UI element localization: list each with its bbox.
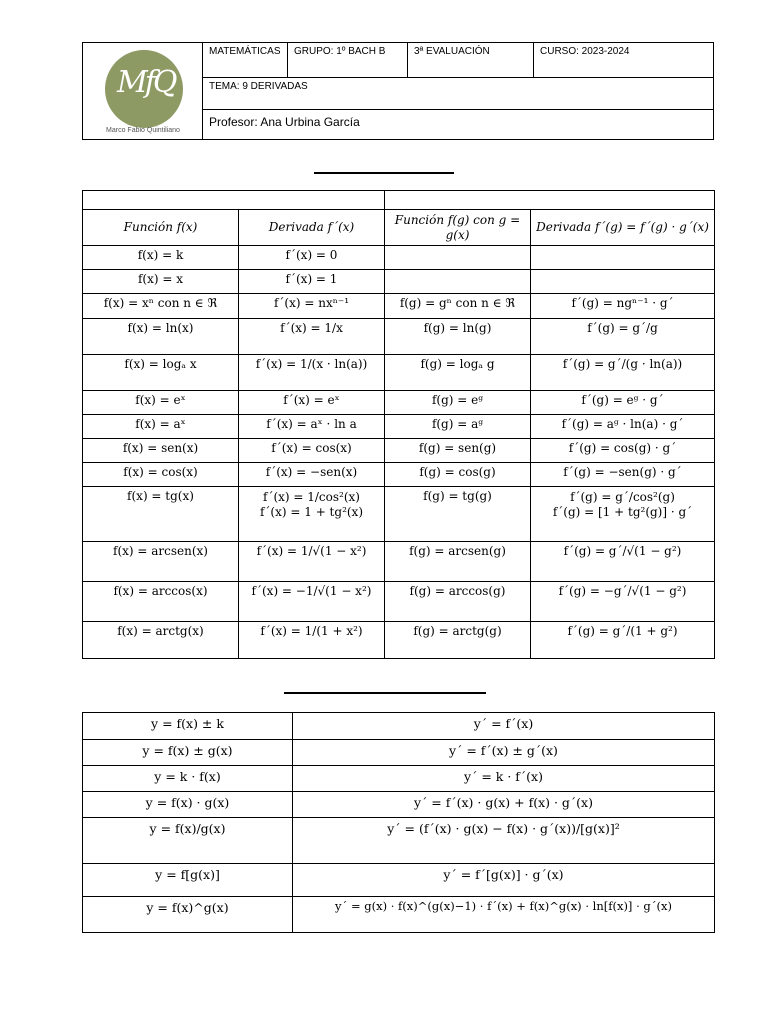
composite-derivative-cell: f´(g) = g´/√(1 − g²) — [531, 542, 715, 582]
header-composite-derivative: Derivada f´(g) = f´(g) · g´(x) — [531, 210, 715, 246]
derivative-cell: f´(x) = 1 — [239, 270, 385, 294]
section-rule — [284, 692, 486, 694]
function-cell: y = k · f(x) — [83, 766, 293, 792]
derivative-cell: f´(x) = 1/√(1 − x²) — [239, 542, 385, 582]
function-cell: f(x) = sen(x) — [83, 439, 239, 463]
derivative-cell: f´(x) = 0 — [239, 246, 385, 270]
composite-function-cell: f(g) = arcsen(g) — [385, 542, 531, 582]
table-row — [83, 294, 715, 319]
table-row — [83, 319, 715, 355]
function-cell: f(x) = arccos(x) — [83, 582, 239, 622]
composite-derivative-cell: f´(g) = g´/(g · ln(a)) — [531, 355, 715, 391]
document-header — [82, 42, 714, 140]
table-title-row — [83, 191, 715, 210]
derivative-cell: f´(x) = 1/x — [239, 319, 385, 355]
function-cell: y = f(x) ± k — [83, 713, 293, 740]
composite-derivative-cell: f´(g) = cos(g) · g´ — [531, 439, 715, 463]
composite-derivative-cell — [531, 487, 715, 542]
composite-function-cell: f(g) = arccos(g) — [385, 582, 531, 622]
derivative-cell: y´ = f´(x) ± g´(x) — [293, 740, 715, 766]
derivative-cell: f´(x) = −1/√(1 − x²) — [239, 582, 385, 622]
derivative-cell: f´(x) = aˣ · ln a — [239, 415, 385, 439]
table-row — [83, 415, 715, 439]
table-row — [83, 439, 715, 463]
derivative-cell: f´(x) = cos(x) — [239, 439, 385, 463]
derivative-cell: y´ = k · f´(x) — [293, 766, 715, 792]
logo-monogram: MfQ — [117, 65, 175, 100]
table-row — [83, 740, 715, 766]
function-cell: y = f(x)^g(x) — [83, 897, 293, 933]
composite-function-cell: f(g) = eᵍ — [385, 391, 531, 415]
table-row — [83, 864, 715, 897]
derivative-line: f´(x) = 1/cos²(x) — [263, 490, 360, 504]
function-cell: y = f(x)/g(x) — [83, 818, 293, 864]
function-cell: f(x) = ln(x) — [83, 319, 239, 355]
table-row — [83, 713, 715, 740]
table-row — [83, 270, 715, 294]
table-row — [83, 582, 715, 622]
composite-function-cell: f(g) = logₐ g — [385, 355, 531, 391]
composite-function-cell: f(g) = gⁿ con n ∈ ℜ — [385, 294, 531, 319]
header-composite-function: Función f(g) con g = g(x) — [385, 210, 531, 246]
operations-table — [82, 712, 715, 933]
derivative-cell: y´ = f´(x) · g(x) + f(x) · g´(x) — [293, 792, 715, 818]
function-cell: f(x) = eˣ — [83, 391, 239, 415]
composite-derivative-cell: f´(g) = −g´/√(1 − g²) — [531, 582, 715, 622]
derivative-cell — [239, 487, 385, 542]
function-cell: f(x) = aˣ — [83, 415, 239, 439]
table-row — [83, 355, 715, 391]
function-cell: f(x) = k — [83, 246, 239, 270]
table-row — [83, 487, 715, 542]
table-row — [83, 622, 715, 659]
table-row — [83, 463, 715, 487]
derivative-cell: f´(x) = 1/(1 + x²) — [239, 622, 385, 659]
table-row — [83, 766, 715, 792]
table-header-row — [83, 210, 715, 246]
composite-derivative-cell — [531, 246, 715, 270]
topic-cell: TEMA: 9 DERIVADAS — [203, 78, 713, 110]
function-cell: f(x) = arcsen(x) — [83, 542, 239, 582]
section-rule — [314, 172, 454, 174]
header-derivative: Derivada f´(x) — [239, 210, 385, 246]
composite-function-cell: f(g) = arctg(g) — [385, 622, 531, 659]
composite-derivative-line: f´(g) = [1 + tg²(g)] · g´ — [552, 505, 693, 520]
evaluation-cell: 3ª EVALUACIÓN — [408, 43, 534, 77]
teacher-cell: Profesor: Ana Urbina García — [209, 115, 360, 129]
group-cell: GRUPO: 1º BACH B — [288, 43, 408, 77]
composite-derivative-cell: f´(g) = g´/g — [531, 319, 715, 355]
composite-derivative-line: f´(g) = g´/cos²(g) — [570, 490, 675, 504]
function-cell: y = f(x) · g(x) — [83, 792, 293, 818]
composite-derivative-cell: f´(g) = aᵍ · ln(a) · g´ — [531, 415, 715, 439]
derivative-cell: y´ = g(x) · f(x)^(g(x)−1) · f´(x) + f(x)^g(x) · ln[f(x)] · g´(x) — [293, 897, 715, 933]
composite-function-cell: f(g) = sen(g) — [385, 439, 531, 463]
table-row — [83, 897, 715, 933]
logo-caption: Marco Fabio Quintiliano — [106, 127, 180, 134]
table-row — [83, 391, 715, 415]
derivative-cell: y´ = f´[g(x)] · g´(x) — [293, 864, 715, 897]
subject-cell: MATEMÁTICAS — [203, 43, 288, 77]
table-row — [83, 246, 715, 270]
table-row — [83, 792, 715, 818]
derivatives-table — [82, 190, 715, 659]
school-logo — [83, 43, 203, 139]
course-cell: CURSO: 2023-2024 — [540, 46, 630, 57]
derivative-cell: y´ = (f´(x) · g(x) − f(x) · g´(x))/[g(x)]² — [293, 818, 715, 864]
table-row — [83, 542, 715, 582]
function-cell: f(x) = tg(x) — [83, 487, 239, 542]
derivative-line: f´(x) = 1 + tg²(x) — [259, 505, 364, 520]
composite-function-cell: f(g) = cos(g) — [385, 463, 531, 487]
function-cell: y = f[g(x)] — [83, 864, 293, 897]
table-row — [83, 818, 715, 864]
header-function: Función f(x) — [83, 210, 239, 246]
derivative-cell: f´(x) = eˣ — [239, 391, 385, 415]
composite-function-cell: f(g) = ln(g) — [385, 319, 531, 355]
composite-derivative-cell: f´(g) = eᵍ · g´ — [531, 391, 715, 415]
composite-derivative-cell: f´(g) = −sen(g) · g´ — [531, 463, 715, 487]
derivative-cell: y´ = f´(x) — [293, 713, 715, 740]
composite-function-cell — [385, 246, 531, 270]
derivative-cell: f´(x) = nxⁿ⁻¹ — [239, 294, 385, 319]
composite-derivative-cell — [531, 270, 715, 294]
composite-function-cell: f(g) = aᵍ — [385, 415, 531, 439]
composite-function-cell — [385, 270, 531, 294]
composite-derivative-cell: f´(g) = ngⁿ⁻¹ · g´ — [531, 294, 715, 319]
function-cell: f(x) = logₐ x — [83, 355, 239, 391]
function-cell: f(x) = cos(x) — [83, 463, 239, 487]
derivative-cell: f´(x) = −sen(x) — [239, 463, 385, 487]
function-cell: f(x) = xⁿ con n ∈ ℜ — [83, 294, 239, 319]
composite-function-cell: f(g) = tg(g) — [385, 487, 531, 542]
derivative-cell: f´(x) = 1/(x · ln(a)) — [239, 355, 385, 391]
function-cell: y = f(x) ± g(x) — [83, 740, 293, 766]
function-cell: f(x) = arctg(x) — [83, 622, 239, 659]
function-cell: f(x) = x — [83, 270, 239, 294]
composite-derivative-cell: f´(g) = g´/(1 + g²) — [531, 622, 715, 659]
